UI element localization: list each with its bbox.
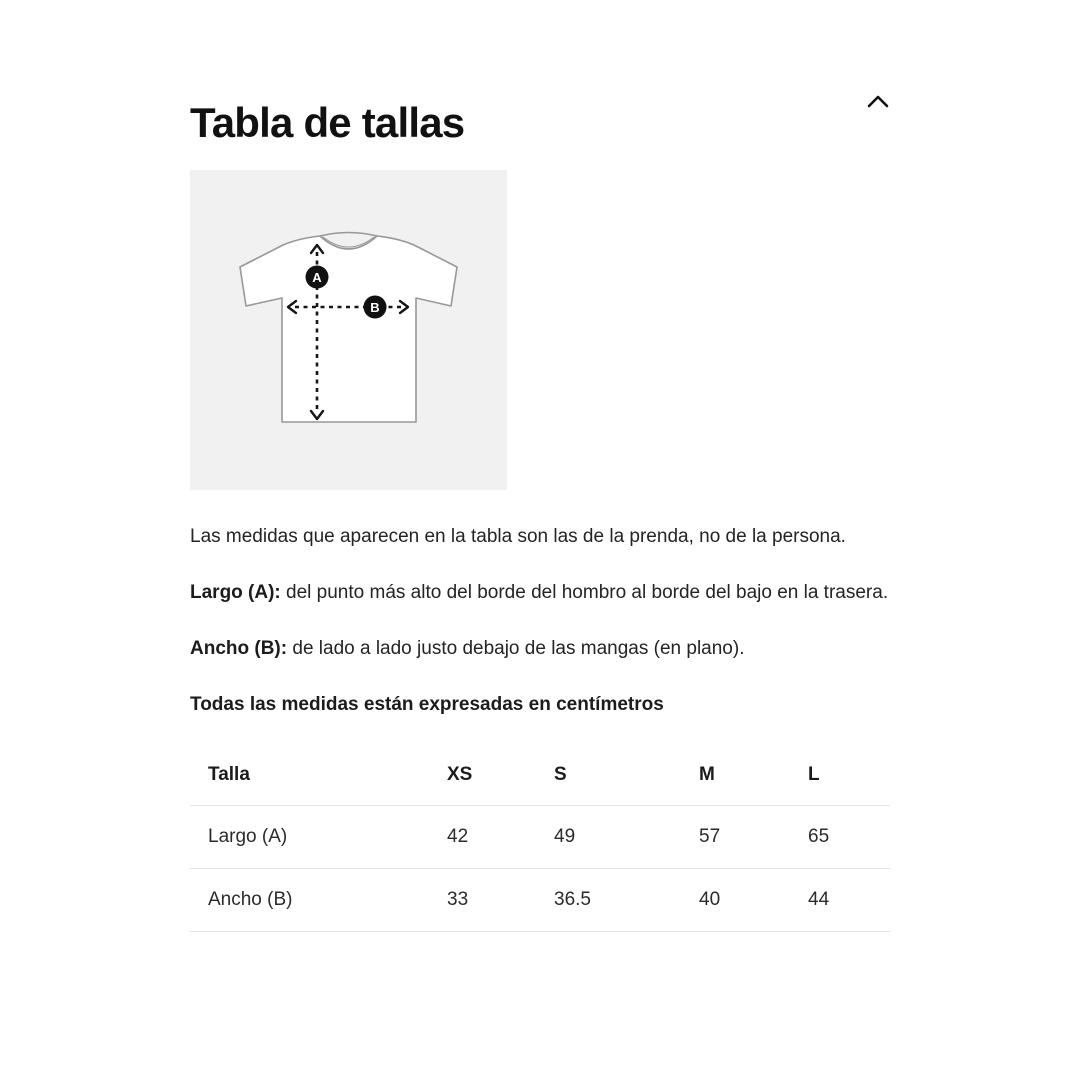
row-label: Largo (A) xyxy=(190,806,435,869)
cell-value: 49 xyxy=(542,806,687,869)
section-header xyxy=(190,98,890,148)
cell-value: 40 xyxy=(687,869,796,932)
tshirt-diagram-graphic xyxy=(190,170,507,490)
page-title: Tabla de tallas xyxy=(190,99,465,146)
ancho-text: de lado a lado justo debajo de las mangas (en plano). xyxy=(287,638,745,659)
intro-text: Las medidas que aparecen en la tabla son las de la prenda, no de la persona. xyxy=(190,526,846,547)
size-table-header-row xyxy=(190,745,890,806)
table-header-s: S xyxy=(554,764,567,785)
table-row-ancho xyxy=(190,869,890,932)
units-note: Todas las medidas están expresadas en centímetros xyxy=(190,694,664,715)
size-chart-section xyxy=(190,0,890,932)
ancho-label: Ancho (B): xyxy=(190,638,288,659)
table-header-xs: XS xyxy=(447,764,473,785)
cell-value: 57 xyxy=(687,806,796,869)
cell-value: 44 xyxy=(796,869,890,932)
largo-label: Largo (A): xyxy=(190,582,281,603)
largo-definition xyxy=(190,577,890,609)
cell-value: 65 xyxy=(796,806,890,869)
marker-a-label: A xyxy=(312,270,322,285)
ancho-definition xyxy=(190,633,890,665)
size-table xyxy=(190,745,890,932)
table-header-talla: Talla xyxy=(208,764,250,785)
table-row-largo xyxy=(190,806,890,869)
marker-b-label: B xyxy=(370,300,380,315)
largo-text: del punto más alto del borde del hombro al borde del bajo en la trasera. xyxy=(280,582,889,603)
tshirt-measurement-diagram xyxy=(190,170,507,490)
collapse-section-button[interactable] xyxy=(862,86,894,118)
cell-value: 33 xyxy=(435,869,542,932)
chevron-up-icon xyxy=(866,94,890,110)
table-header-l: L xyxy=(808,764,820,785)
cell-value: 36.5 xyxy=(542,869,687,932)
row-label: Ancho (B) xyxy=(190,869,435,932)
measurements-intro-text xyxy=(190,521,890,553)
cell-value: 42 xyxy=(435,806,542,869)
table-header-m: M xyxy=(699,764,715,785)
